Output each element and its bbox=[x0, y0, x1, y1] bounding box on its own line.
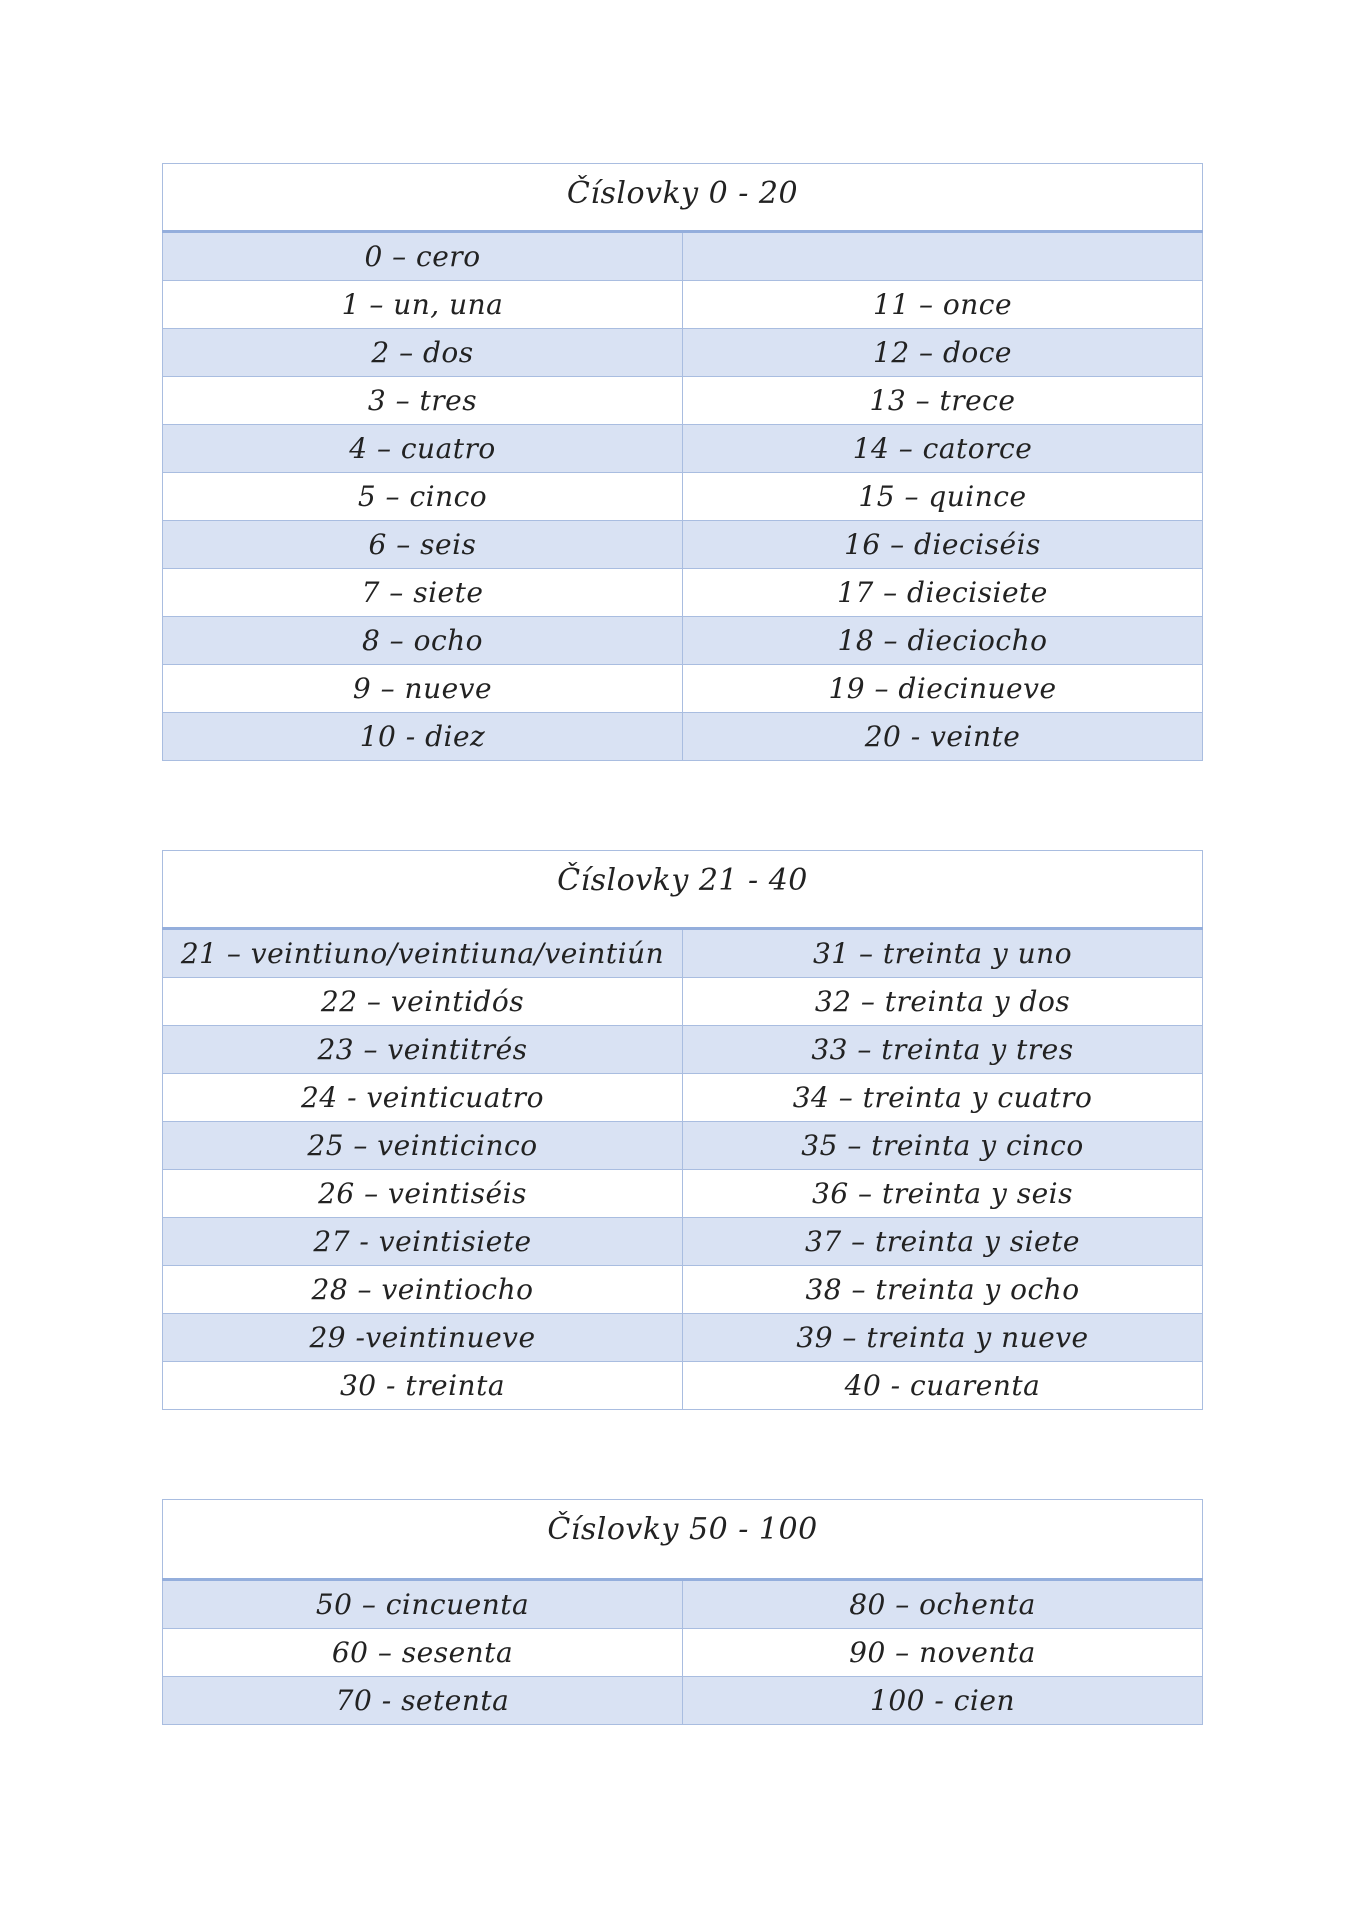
table-body bbox=[163, 232, 1203, 761]
table-cell-right: 12 – doce bbox=[683, 329, 1203, 377]
table-row bbox=[163, 1314, 1203, 1362]
table-row bbox=[163, 1362, 1203, 1410]
table-cell-right: 17 – diecisiete bbox=[683, 569, 1203, 617]
table-cell-right bbox=[683, 232, 1203, 281]
table-cell-left: 6 – seis bbox=[163, 521, 683, 569]
table-row bbox=[163, 713, 1203, 761]
table-cell-left: 30 - treinta bbox=[163, 1362, 683, 1410]
table-row bbox=[163, 425, 1203, 473]
table-cell-left: 60 – sesenta bbox=[163, 1629, 683, 1677]
table-cell-right: 20 - veinte bbox=[683, 713, 1203, 761]
table-cell-left: 7 – siete bbox=[163, 569, 683, 617]
table-cell-left: 21 – veintiuno/veintiuna/veintiún bbox=[163, 929, 683, 978]
numbers-table-0-20 bbox=[162, 163, 1203, 761]
table-cell-right: 31 – treinta y uno bbox=[683, 929, 1203, 978]
table-title: Číslovky 21 - 40 bbox=[163, 851, 1203, 929]
table-cell-right: 38 – treinta y ocho bbox=[683, 1266, 1203, 1314]
table-cell-left: 0 – cero bbox=[163, 232, 683, 281]
table-cell-left: 26 – veintiséis bbox=[163, 1170, 683, 1218]
table-row bbox=[163, 1580, 1203, 1629]
numbers-table-21-40 bbox=[162, 850, 1203, 1410]
table-title: Číslovky 50 - 100 bbox=[163, 1500, 1203, 1580]
table-row bbox=[163, 329, 1203, 377]
numbers-table-50-100 bbox=[162, 1499, 1203, 1725]
table-row bbox=[163, 1218, 1203, 1266]
table-cell-left: 9 – nueve bbox=[163, 665, 683, 713]
table-row bbox=[163, 665, 1203, 713]
table-cell-right: 15 – quince bbox=[683, 473, 1203, 521]
table-row bbox=[163, 377, 1203, 425]
table-body bbox=[163, 929, 1203, 1410]
table-cell-left: 23 – veintitrés bbox=[163, 1026, 683, 1074]
table-cell-left: 5 – cinco bbox=[163, 473, 683, 521]
table-cell-right: 32 – treinta y dos bbox=[683, 978, 1203, 1026]
table-cell-left: 50 – cincuenta bbox=[163, 1580, 683, 1629]
table-cell-right: 18 – dieciocho bbox=[683, 617, 1203, 665]
table-row bbox=[163, 473, 1203, 521]
table-cell-right: 100 - cien bbox=[683, 1677, 1203, 1725]
table-cell-left: 27 - veintisiete bbox=[163, 1218, 683, 1266]
table-row bbox=[163, 521, 1203, 569]
table-cell-right: 35 – treinta y cinco bbox=[683, 1122, 1203, 1170]
table-cell-right: 19 – diecinueve bbox=[683, 665, 1203, 713]
table-header-row bbox=[163, 851, 1203, 929]
table-cell-right: 13 – trece bbox=[683, 377, 1203, 425]
table-row bbox=[163, 929, 1203, 978]
table-cell-left: 4 – cuatro bbox=[163, 425, 683, 473]
table-cell-left: 25 – veinticinco bbox=[163, 1122, 683, 1170]
table-cell-left: 1 – un, una bbox=[163, 281, 683, 329]
table-cell-right: 40 - cuarenta bbox=[683, 1362, 1203, 1410]
table-cell-right: 34 – treinta y cuatro bbox=[683, 1074, 1203, 1122]
table-cell-right: 80 – ochenta bbox=[683, 1580, 1203, 1629]
table-cell-left: 28 – veintiocho bbox=[163, 1266, 683, 1314]
table-row bbox=[163, 1074, 1203, 1122]
table-cell-left: 2 – dos bbox=[163, 329, 683, 377]
table-cell-left: 3 – tres bbox=[163, 377, 683, 425]
table-body bbox=[163, 1580, 1203, 1725]
table-cell-left: 70 - setenta bbox=[163, 1677, 683, 1725]
table-cell-left: 22 – veintidós bbox=[163, 978, 683, 1026]
table-title: Číslovky 0 - 20 bbox=[163, 164, 1203, 232]
table-row bbox=[163, 1677, 1203, 1725]
table-cell-right: 36 – treinta y seis bbox=[683, 1170, 1203, 1218]
table-row bbox=[163, 281, 1203, 329]
table-row bbox=[163, 1026, 1203, 1074]
table-row bbox=[163, 1266, 1203, 1314]
table-row bbox=[163, 232, 1203, 281]
table-row bbox=[163, 1122, 1203, 1170]
table-cell-left: 29 -veintinueve bbox=[163, 1314, 683, 1362]
table-row bbox=[163, 978, 1203, 1026]
table-row bbox=[163, 1170, 1203, 1218]
table-cell-right: 14 – catorce bbox=[683, 425, 1203, 473]
table-row bbox=[163, 1629, 1203, 1677]
table-header-row bbox=[163, 1500, 1203, 1580]
table-cell-left: 8 – ocho bbox=[163, 617, 683, 665]
table-cell-left: 24 - veinticuatro bbox=[163, 1074, 683, 1122]
table-cell-right: 16 – dieciséis bbox=[683, 521, 1203, 569]
table-cell-right: 11 – once bbox=[683, 281, 1203, 329]
table-row bbox=[163, 569, 1203, 617]
table-cell-right: 39 – treinta y nueve bbox=[683, 1314, 1203, 1362]
table-cell-right: 37 – treinta y siete bbox=[683, 1218, 1203, 1266]
table-cell-right: 90 – noventa bbox=[683, 1629, 1203, 1677]
table-cell-right: 33 – treinta y tres bbox=[683, 1026, 1203, 1074]
table-cell-left: 10 - diez bbox=[163, 713, 683, 761]
table-row bbox=[163, 617, 1203, 665]
table-header-row bbox=[163, 164, 1203, 232]
